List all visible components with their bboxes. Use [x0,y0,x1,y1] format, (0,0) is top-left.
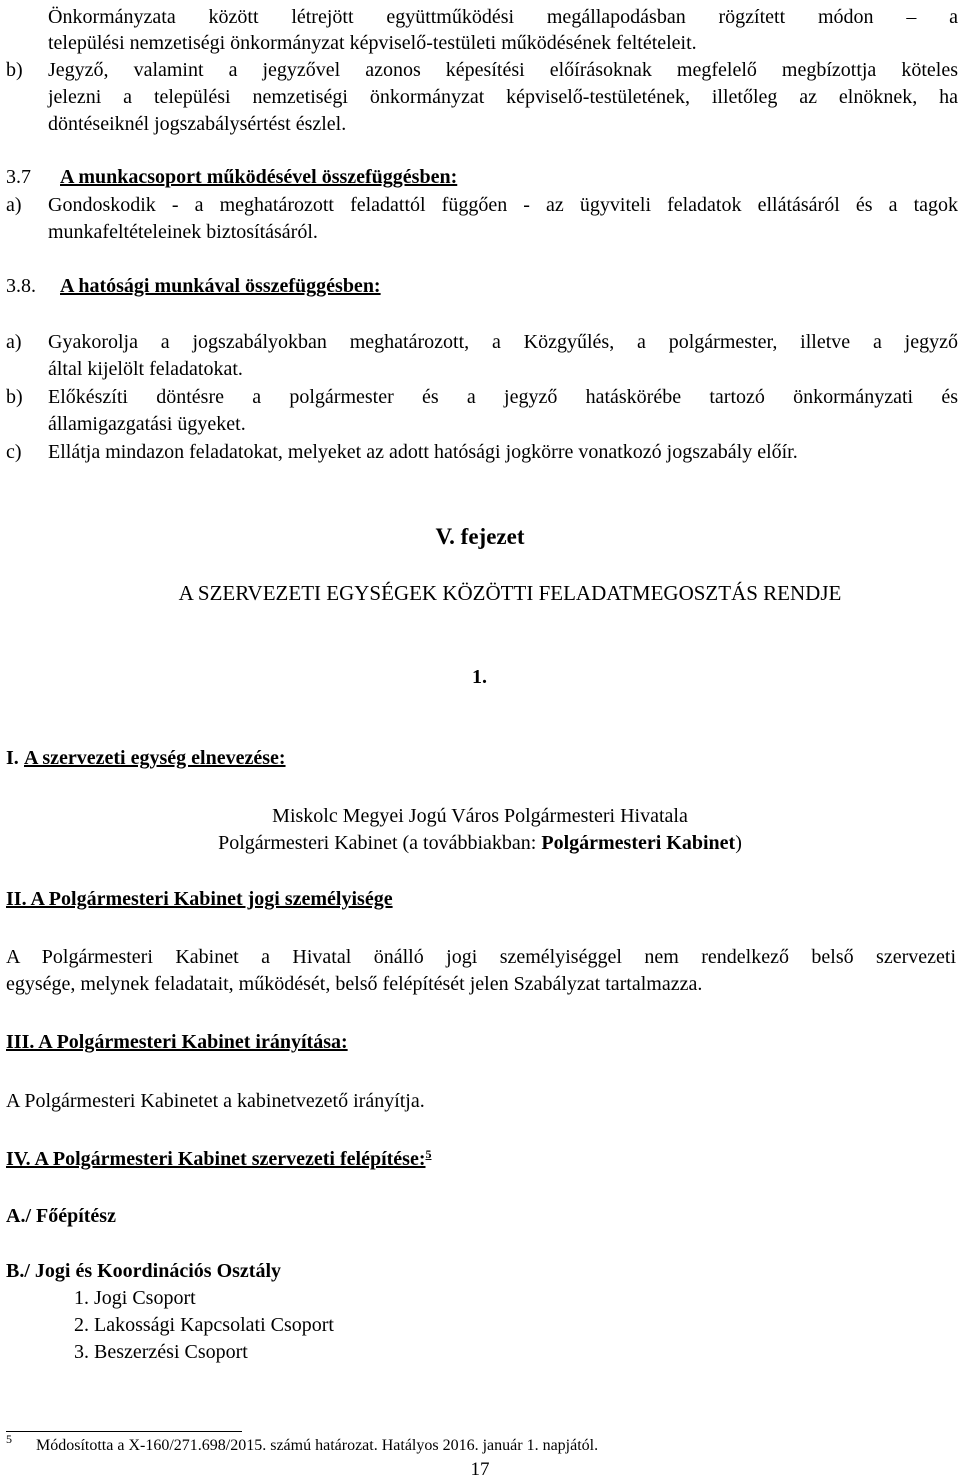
paragraph-line: Előkészíti döntésre a polgármester és a jegyző hatáskörébe tartozó önkormányzati és [48,386,958,408]
unit-name-suffix: ) [735,832,742,854]
paragraph-line: által kijelölt feladatokat. [48,358,243,380]
list-marker: b) [6,59,23,81]
part-heading: III. A Polgármesteri Kabinet irányítása: [6,1031,348,1053]
paragraph-line: Ellátja mindazon feladatokat, melyeket az adott hatósági jogkörre vonatkozó jogszabály előír. [48,441,798,463]
paragraph-line: jelezni a települési nemzetiségi önkormányzat képviselő-testületének, illetőleg az elnöknek, ha [48,86,958,108]
section-heading: A hatósági munkával összefüggésben: [60,275,381,297]
page-number: 17 [470,1459,490,1480]
unit-name: Miskolc Megyei Jogú Város Polgármesteri Hivatala [272,805,688,827]
chapter-subtitle: A SZERVEZETI EGYSÉGEK KÖZÖTTI FELADATMEGOSZTÁS RENDJE [178,581,842,605]
paragraph-line: döntéseiknél jogszabálysértést észlel. [48,113,347,135]
list-marker: b) [6,386,23,408]
list-item: 2. Lakossági Kapcsolati Csoport [74,1314,334,1336]
section-number: 3.8. [6,275,36,297]
list-item: 1. Jogi Csoport [74,1287,196,1309]
paragraph-line: államigazgatási ügyeket. [48,413,246,435]
paragraph-line: települési nemzetiségi önkormányzat képviselő-testületi működésének feltételeit. [48,32,697,54]
paragraph-line: munkafeltételeinek biztosításáról. [48,221,318,243]
paragraph-line: Jegyző, valamint a jegyzővel azonos képesítési előírásoknak megfelelő megbízottja köteles [48,59,958,81]
part-heading: A szervezeti egység elnevezése: [24,747,286,769]
paragraph-line: Gondoskodik - a meghatározott feladattól függően - az ügyviteli feladatok ellátásáról és a tagok [48,194,958,216]
paragraph-line: Gyakorolja a jogszabályokban meghatározott, a Közgyűlés, a polgármester, illetve a jegyző [48,331,958,353]
unit-name-bold: Polgármesteri Kabinet [541,832,736,854]
unit-name-prefix: Polgármesteri Kabinet (a továbbiakban: [218,832,537,854]
paragraph-line: A Polgármesteri Kabinetet a kabinetvezető irányítja. [6,1090,425,1112]
list-marker: a) [6,194,22,216]
footnote-divider [6,1431,242,1432]
list-item: 3. Beszerzési Csoport [74,1341,248,1363]
unit-name-short [0,830,960,856]
part-heading: II. A Polgármesteri Kabinet jogi személyisége [6,888,393,910]
paragraph-line: egysége, melynek feladatait, működését, belső felépítését jelen Szabályzat tartalmazza. [6,973,703,995]
footnote-text: Módosította a X-160/271.698/2015. számú határozat. Hatályos 2016. január 1. napjától. [36,1437,599,1454]
unit-a: A./ Főépítész [6,1205,116,1227]
chapter-number: 1. [472,666,487,688]
list-marker: c) [6,441,22,463]
unit-b: B./ Jogi és Koordinációs Osztály [6,1260,281,1282]
paragraph-line: A Polgármesteri Kabinet a Hivatal önálló jogi személyiséggel nem rendelkező belső szervezeti [6,946,956,968]
part-numeral: I. [6,747,19,769]
footnote-number: 5 [6,1432,12,1446]
section-number: 3.7 [6,166,31,188]
part-heading-text: IV. A Polgármesteri Kabinet szervezeti felépítése: [6,1148,426,1170]
chapter-title: V. fejezet [435,524,525,549]
paragraph-line: Önkormányzata között létrejött együttműködési megállapodásban rögzített módon – a [48,6,958,28]
footnote-reference: 5 [425,1147,432,1161]
section-heading: A munkacsoport működésével összefüggésben: [60,166,458,188]
list-marker: a) [6,331,22,353]
part-heading [6,1146,432,1172]
